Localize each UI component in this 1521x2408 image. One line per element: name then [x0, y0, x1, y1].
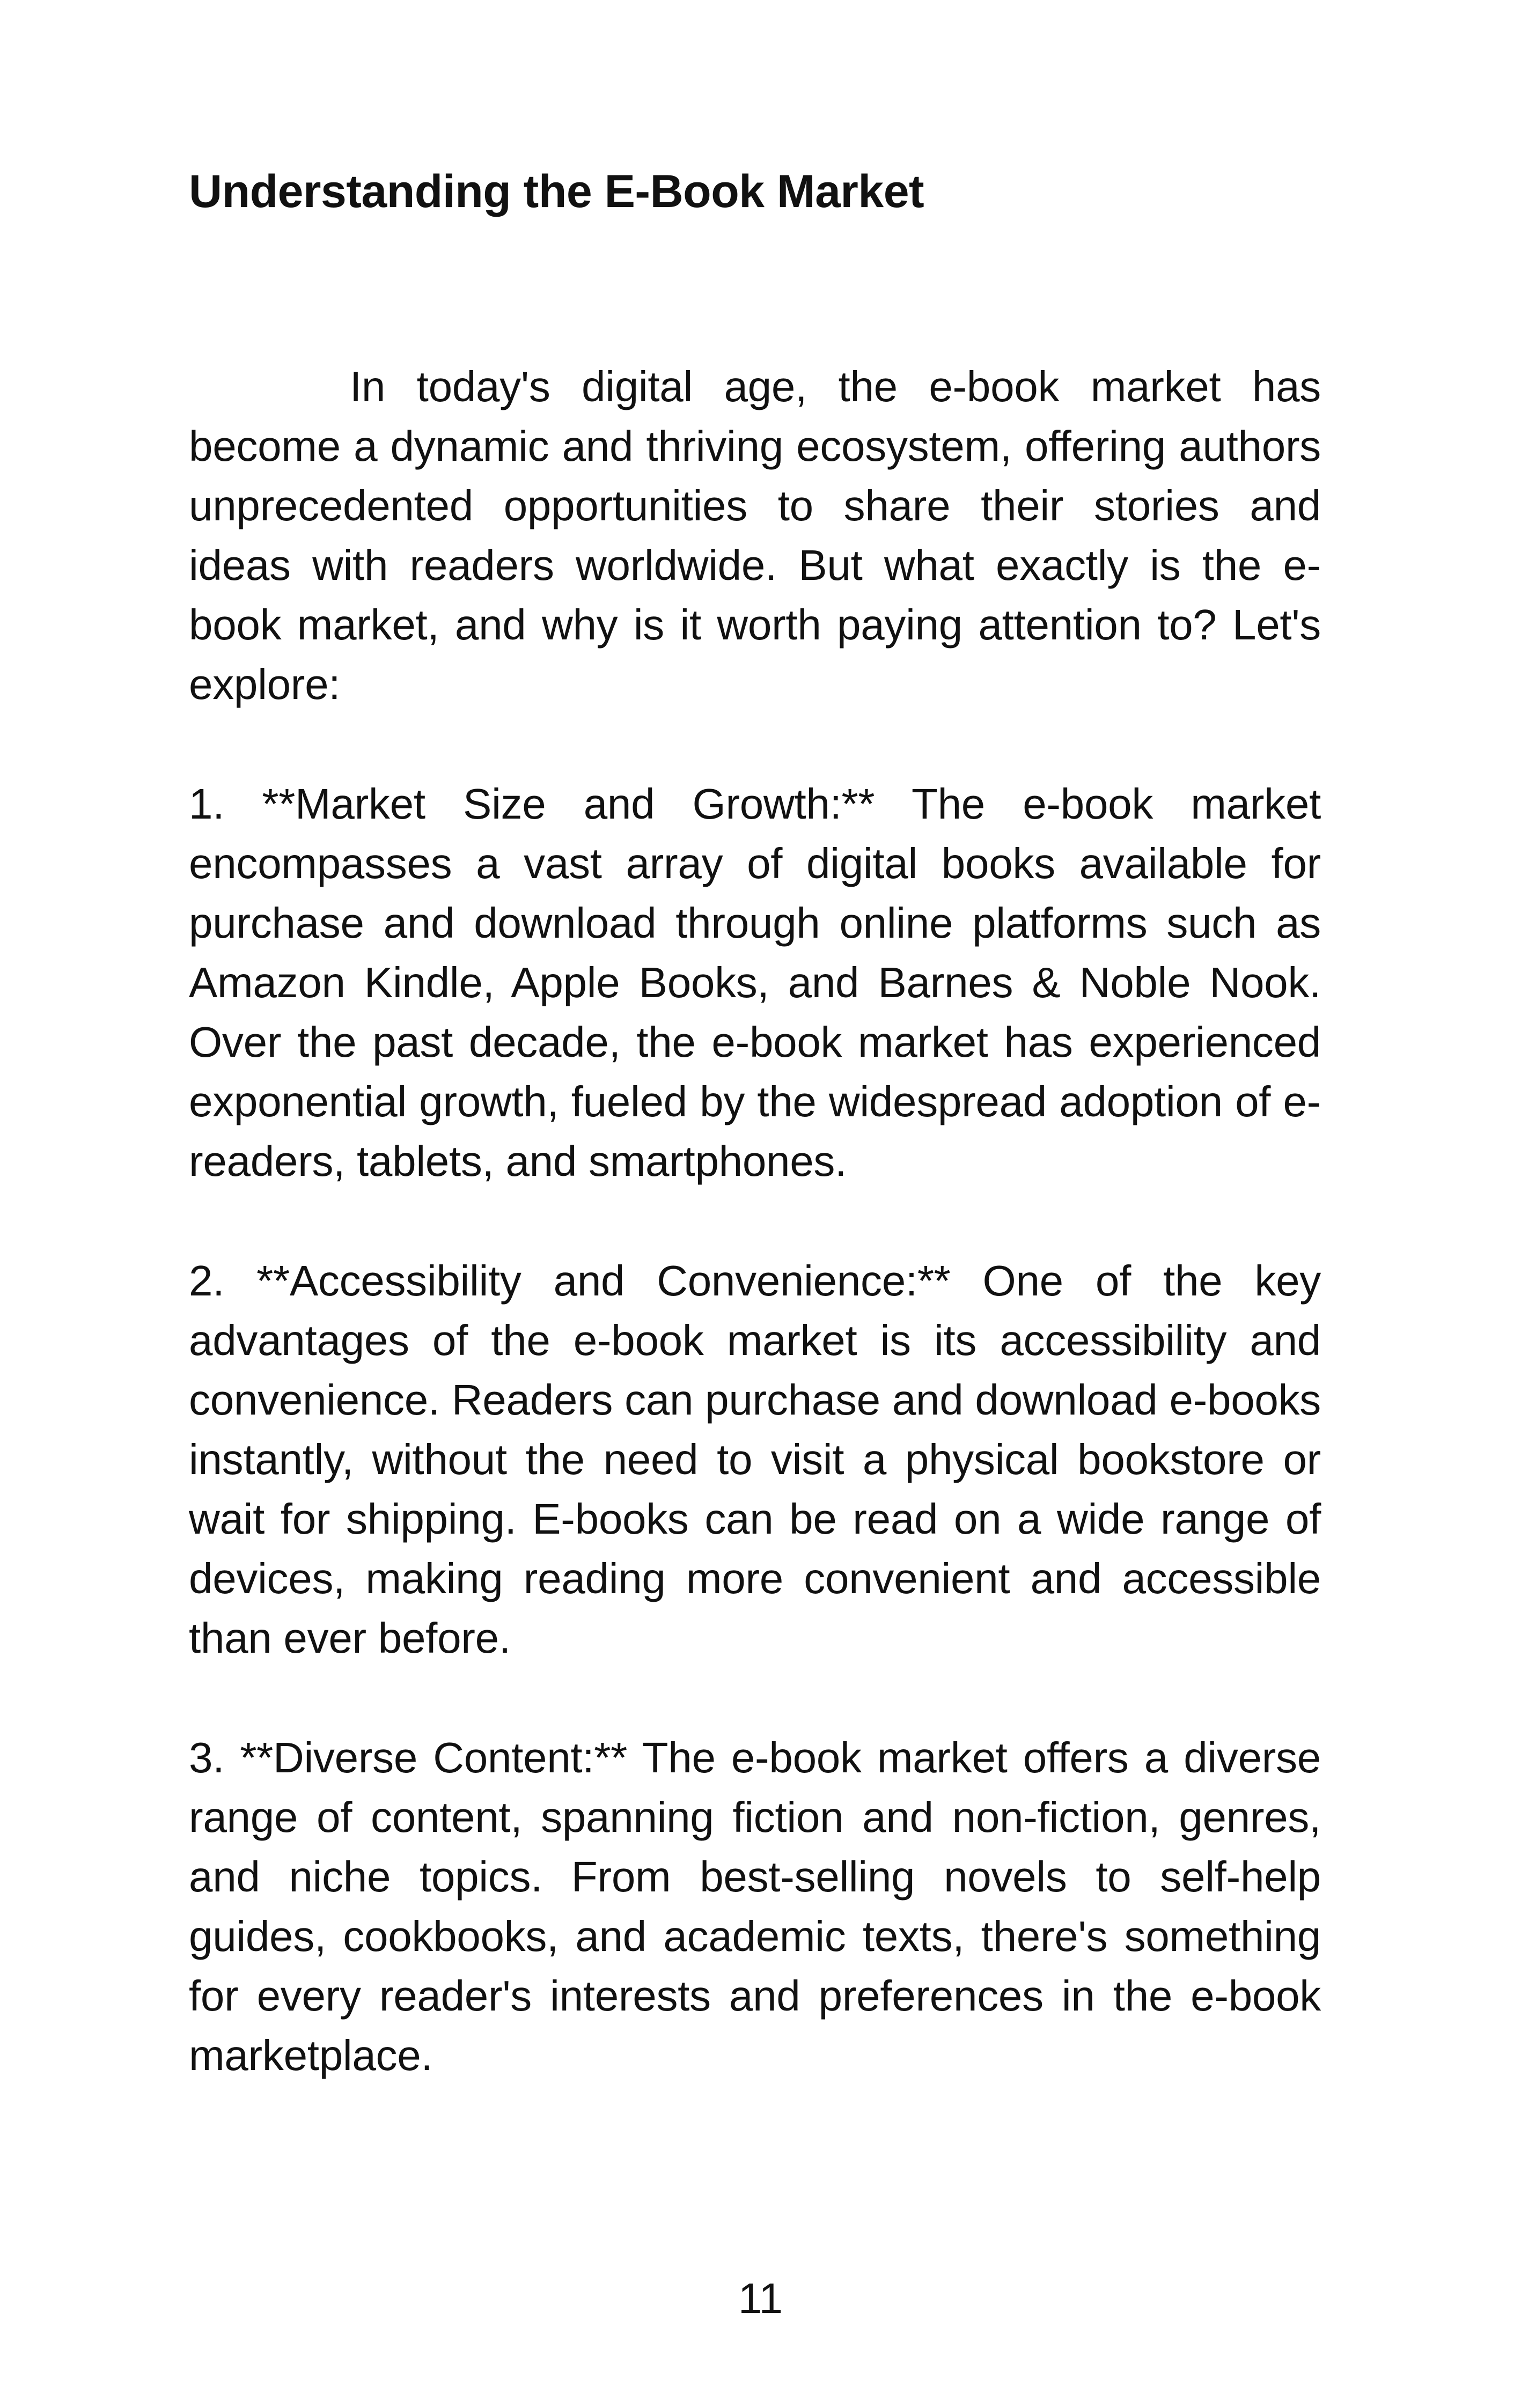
section-heading: Understanding the E-Book Market — [189, 166, 924, 217]
point-paragraph-2: 2. **Accessibility and Convenience:** One of the key advantages of the e-book market is its accessibility and convenience. Readers can purchase and download e-books instantly, without the need to visit a physical bookstore or wait for shipping. E-books can be read on a wide range of devices, making reading more convenient and accessible than ever before. — [189, 1257, 1321, 1662]
page-content — [189, 161, 1321, 2145]
point-paragraph-3: 3. **Diverse Content:** The e-book market offers a diverse range of content, spanning fiction and non-fiction, genres, and niche topics. From best-selling novels to self-help guides, cookbooks, and academic texts, there's something for every reader's interests and preferences in the e-book marketplace. — [189, 1734, 1321, 2079]
point-paragraph-1: 1. **Market Size and Growth:** The e-book market encompasses a vast array of digital books available for purchase and download through online platforms such as Amazon Kindle, Apple Books, and Barnes & Noble Nook. Over the past decade, the e-book market has experienced exponential growth, fueled by the widespread adoption of e-readers, tablets, and smartphones. — [189, 780, 1321, 1185]
body-text — [189, 357, 1321, 2085]
page-number: 11 — [738, 2274, 783, 2322]
intro-paragraph: In today's digital age, the e-book market has become a dynamic and thriving ecosystem, offering authors unprecedented opportunities to share their stories and ideas with readers worldwide. But what exactly is the e-book market, and why is it worth paying attention to? Let's explore: — [189, 363, 1321, 708]
